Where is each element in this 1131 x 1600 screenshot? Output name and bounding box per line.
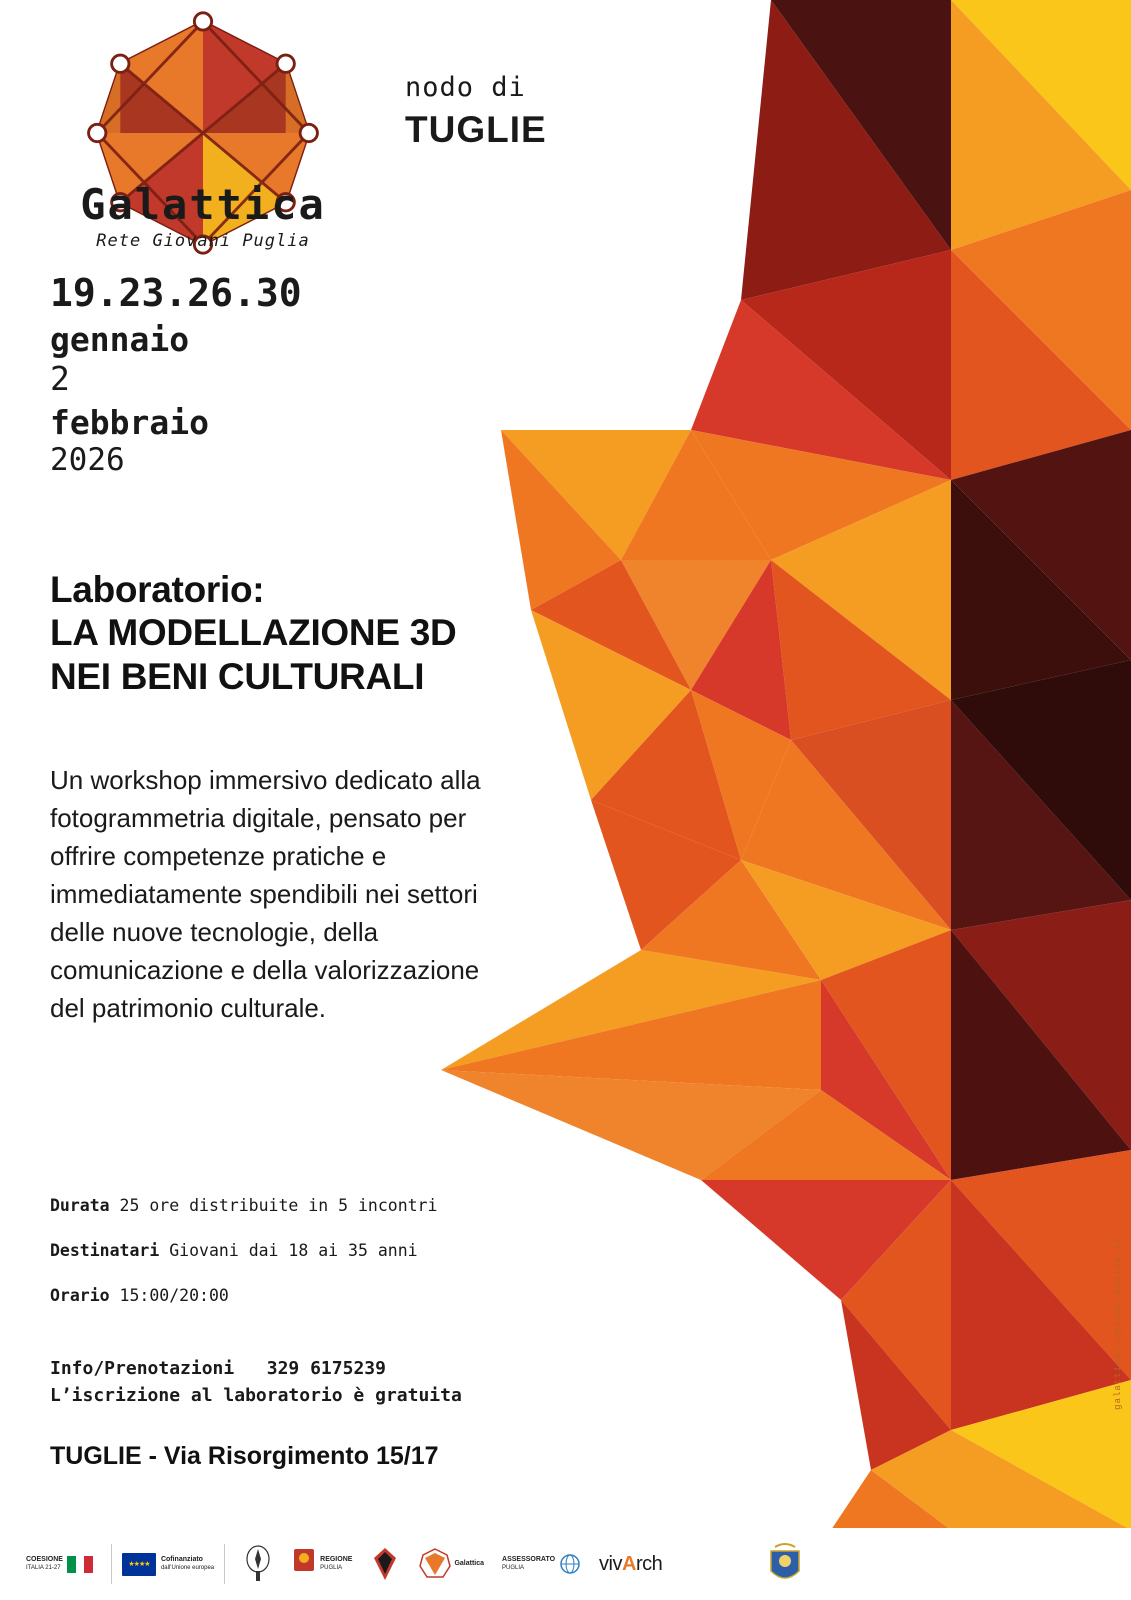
event-month-1: gennaio	[50, 319, 190, 359]
eu-flag-icon: ★★★★	[122, 1553, 156, 1576]
event-month-2: febbraio	[50, 402, 209, 442]
eu-line-1: Cofinanziato	[160, 1555, 203, 1563]
event-day-2: 2	[50, 359, 70, 399]
detail-value: 15:00/20:00	[119, 1286, 229, 1305]
contact-info	[50, 1355, 462, 1409]
eu-cofinanziato-logo	[111, 1544, 225, 1584]
event-details	[50, 1196, 630, 1331]
event-dates	[50, 272, 480, 480]
event-year: 2026	[50, 442, 125, 479]
title-line-3: NEI BENI CULTURALI	[50, 655, 425, 697]
detail-row	[50, 1286, 630, 1305]
regione-line-1: REGIONE	[320, 1555, 353, 1563]
vivarch-pre: viv	[599, 1552, 622, 1575]
event-description: Un workshop immersivo dedicato alla fotogrammetria digitale, pensato per offrire competenze pratiche e immediatamente spendibili nei settori delle nuove tecnologie, della comunicazione e della valorizzazione del patrimonio culturale.	[50, 765, 481, 1023]
detail-value: Giovani dai 18 ai 35 anni	[169, 1241, 418, 1260]
regione-line-2: PUGLIA	[320, 1564, 343, 1571]
title-line-1: Laboratorio:	[50, 569, 265, 610]
politiche-giovanili-puglia-logo	[502, 1541, 581, 1587]
eu-line-2: dall'Unione europea	[160, 1564, 215, 1571]
detail-value: 25 ore distribuite in 5 incontri	[119, 1196, 438, 1215]
contact-phone[interactable]: 329 6175239	[266, 1358, 386, 1379]
brand-logo	[58, 8, 348, 251]
footer-logo-bar	[0, 1528, 1131, 1600]
contact-note: L’iscrizione al laboratorio è gratuita	[50, 1385, 462, 1406]
detail-label: Durata	[50, 1196, 110, 1215]
page-title	[50, 568, 570, 698]
galattica-small-logo	[418, 1541, 484, 1587]
detail-row	[50, 1241, 630, 1260]
brand-name: Galattica	[80, 180, 326, 229]
regione-puglia-logo	[291, 1541, 352, 1587]
arti-puglia-logo	[370, 1541, 400, 1587]
coesione-italia-logo	[26, 1541, 93, 1587]
event-days: 19.23.26.30	[50, 271, 302, 315]
assessorato-line-1: ASSESSORATO	[502, 1555, 556, 1563]
assessorato-line-2: PUGLIA	[502, 1564, 525, 1571]
detail-label: Orario	[50, 1286, 110, 1305]
node-header	[405, 72, 547, 151]
regione-puglia-icon	[291, 1546, 317, 1582]
comune-crest-icon	[765, 1541, 805, 1587]
contact-label: Info/Prenotazioni	[50, 1358, 235, 1379]
node-name: TUGLIE	[405, 109, 547, 150]
contact-line	[50, 1355, 462, 1382]
venue-address: TUGLIE - Via Risorgimento 15/17	[50, 1442, 439, 1470]
detail-row	[50, 1196, 630, 1215]
arti-puglia-icon	[370, 1544, 400, 1584]
repubblica-emblem-icon	[243, 1543, 273, 1585]
coesione-line-2: ITALIA 21-27	[26, 1564, 61, 1571]
vivarch-post: rch	[635, 1552, 663, 1575]
puglia-globe-icon	[559, 1553, 581, 1575]
node-prefix: nodo di	[405, 72, 526, 103]
detail-label: Destinatari	[50, 1241, 160, 1260]
website-credit: galattica.regione.puglia.it	[1113, 1237, 1123, 1410]
repubblica-italiana-emblem	[243, 1541, 273, 1587]
brand-tagline: Rete Giovani Puglia	[96, 231, 310, 251]
vivarch-a: A	[622, 1552, 636, 1575]
coesione-line-1: COESIONE	[26, 1555, 63, 1563]
vivarch-logo	[599, 1541, 662, 1587]
italy-flag-icon	[67, 1556, 93, 1573]
title-line-2: LA MODELLAZIONE 3D	[50, 612, 457, 654]
comune-di-tuglie-crest	[765, 1541, 805, 1587]
galattica-small-icon	[418, 1547, 452, 1581]
galattica-small-label: Galattica	[454, 1559, 485, 1567]
